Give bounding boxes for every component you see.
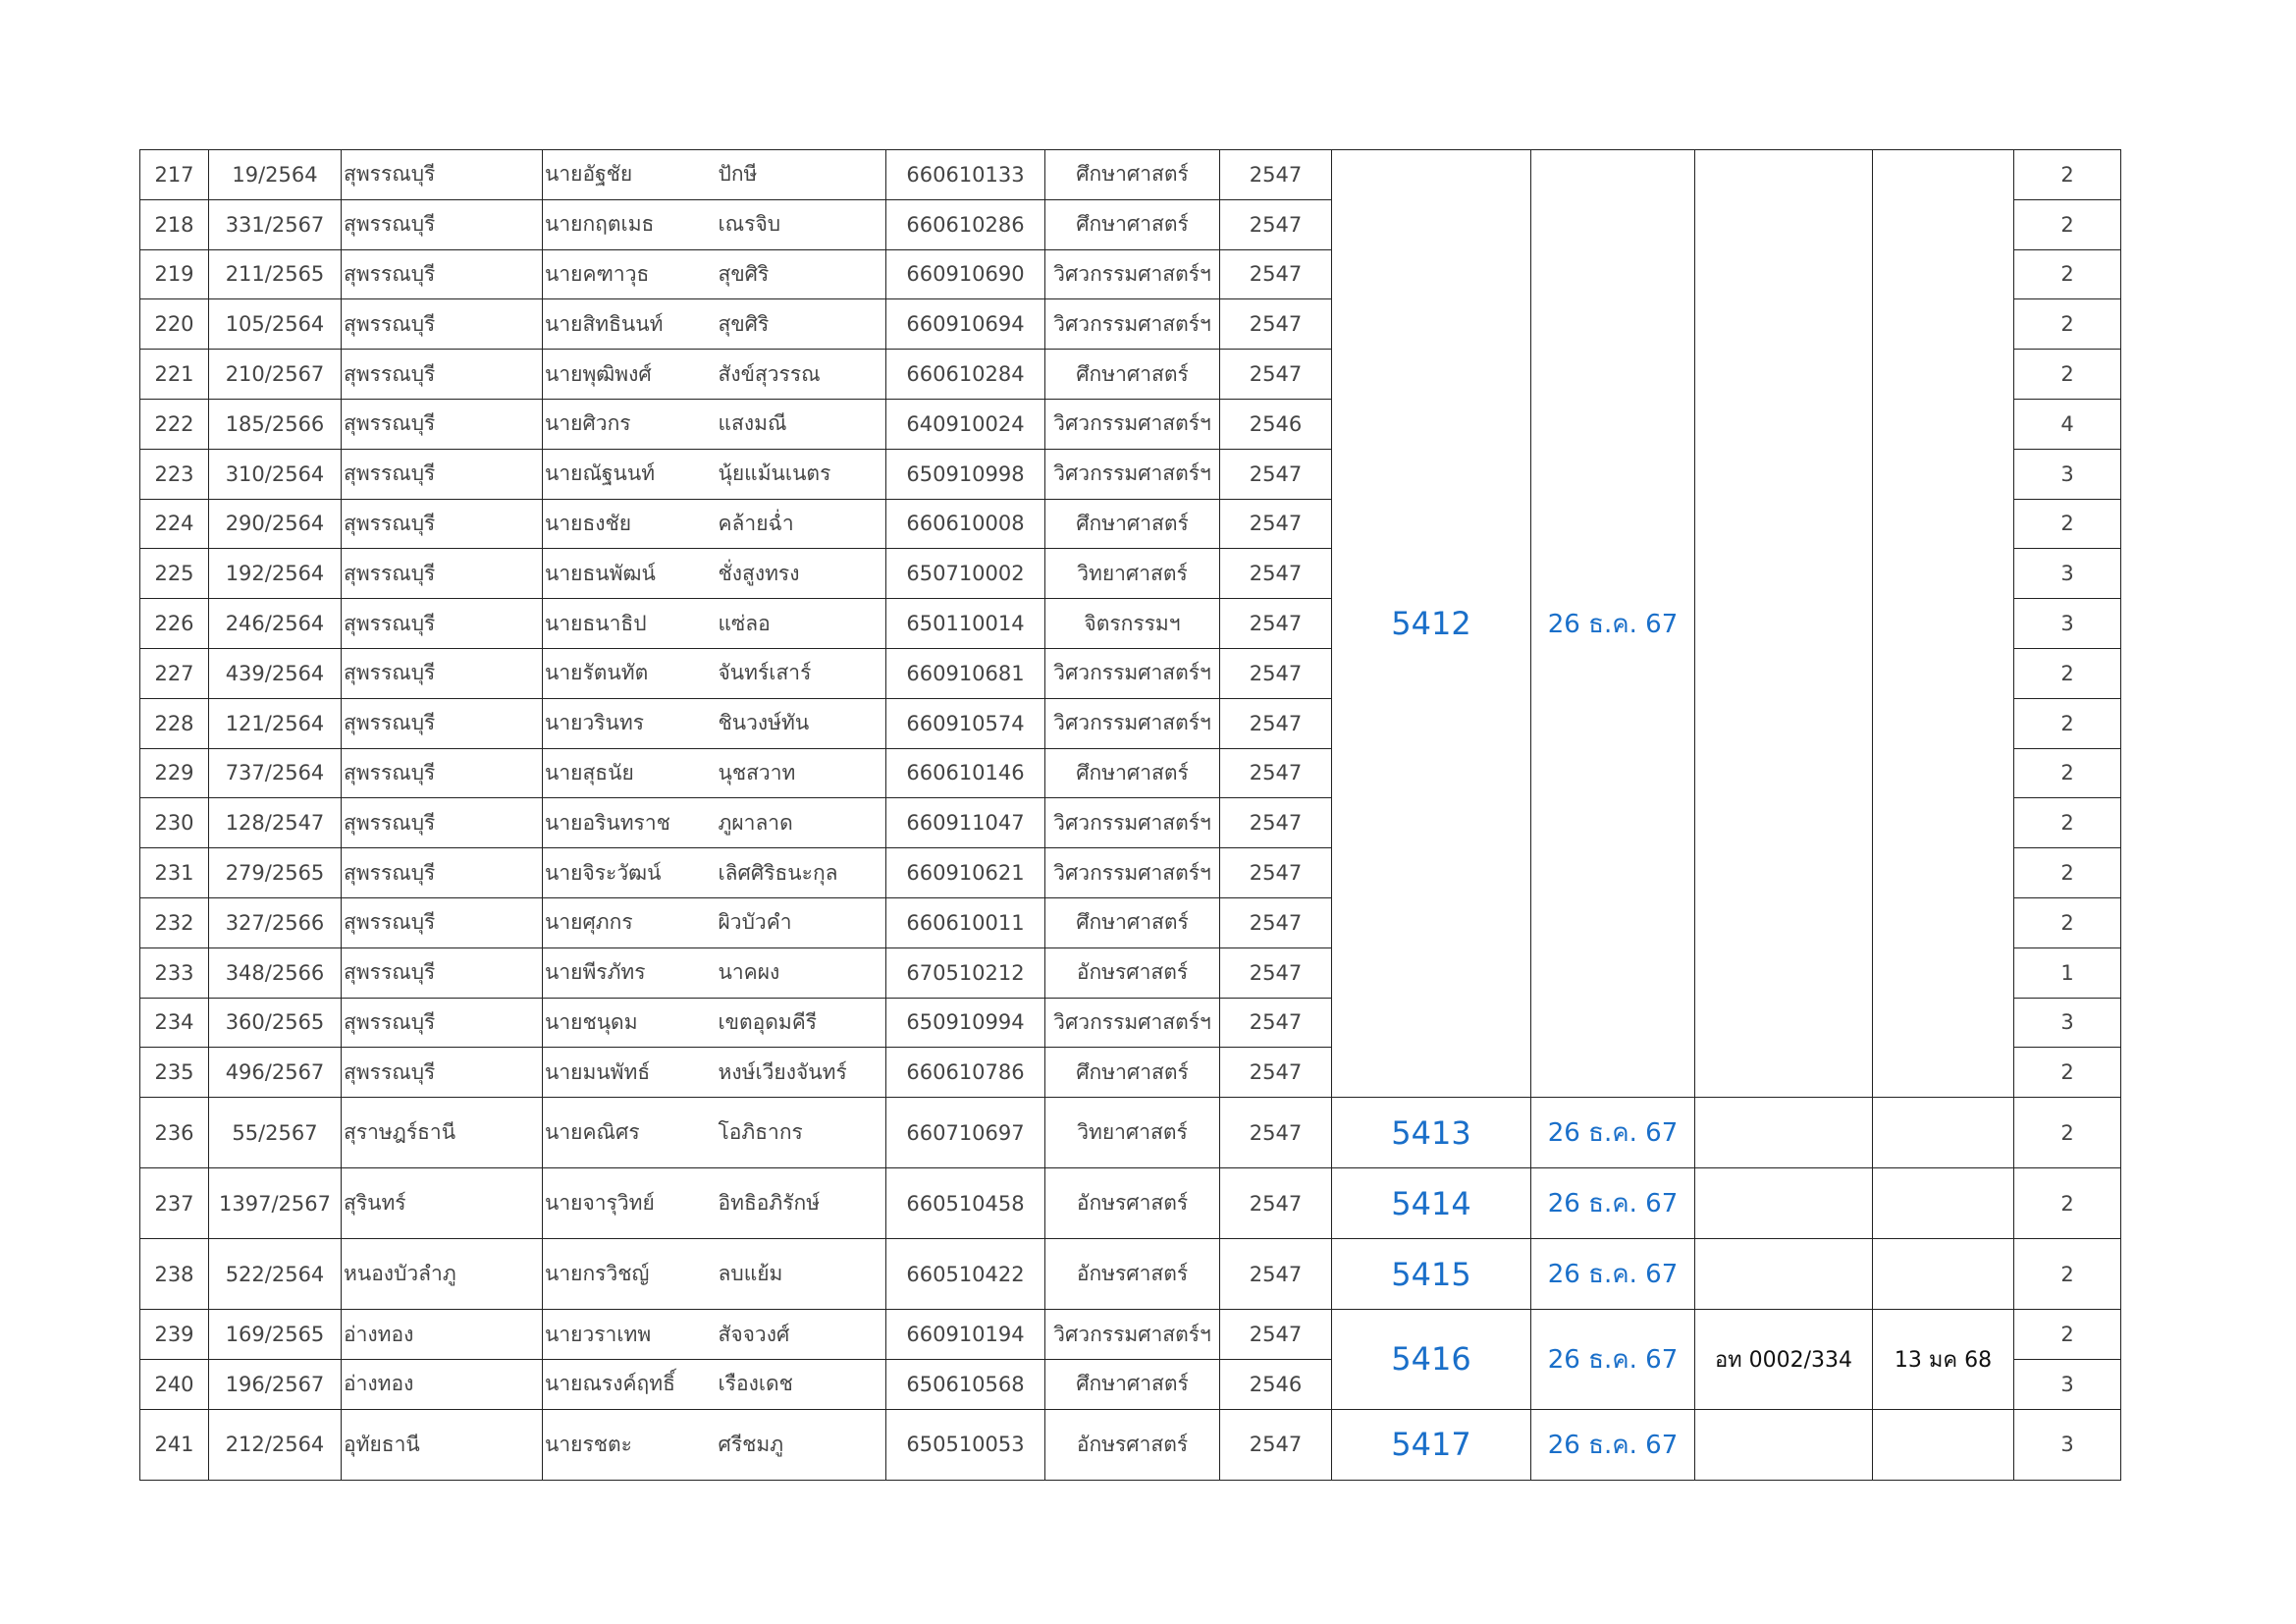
row-number-cell: 220 xyxy=(140,299,209,350)
faculty-cell: วิศวกรรมศาสตร์ฯ xyxy=(1045,698,1220,748)
order-code-cell: 5412 xyxy=(1332,150,1531,1098)
province-cell: สุพรรณบุรี xyxy=(342,648,543,698)
first-name-cell: นายกฤตเมธ xyxy=(543,199,715,249)
case-number-cell: 737/2564 xyxy=(209,748,342,798)
first-name-cell: นายวราเทพ xyxy=(543,1310,715,1360)
reference-number-cell xyxy=(1695,1409,1873,1480)
last-name-cell: นาคผง xyxy=(715,947,886,998)
case-number-cell: 121/2564 xyxy=(209,698,342,748)
case-number-cell: 192/2564 xyxy=(209,549,342,599)
province-cell: สุพรรณบุรี xyxy=(342,698,543,748)
last-name-cell: อิทธิอภิรักษ์ xyxy=(715,1168,886,1239)
row-number-cell: 229 xyxy=(140,748,209,798)
province-cell: สุพรรณบุรี xyxy=(342,150,543,200)
row-number-cell: 238 xyxy=(140,1239,209,1310)
row-number-cell: 234 xyxy=(140,998,209,1048)
last-name-cell: ชินวงษ์ทัน xyxy=(715,698,886,748)
case-number-cell: 439/2564 xyxy=(209,648,342,698)
count-cell: 3 xyxy=(2014,549,2121,599)
count-cell: 2 xyxy=(2014,150,2121,200)
province-cell: สุพรรณบุรี xyxy=(342,399,543,449)
birth-year-cell: 2547 xyxy=(1220,150,1332,200)
count-cell: 3 xyxy=(2014,449,2121,499)
row-number-cell: 218 xyxy=(140,199,209,249)
case-number-cell: 290/2564 xyxy=(209,499,342,549)
faculty-cell: ศึกษาศาสตร์ xyxy=(1045,748,1220,798)
student-id-cell: 660911047 xyxy=(886,798,1045,848)
count-cell: 2 xyxy=(2014,350,2121,400)
case-number-cell: 196/2567 xyxy=(209,1359,342,1409)
order-date-cell: 26 ธ.ค. 67 xyxy=(1531,150,1695,1098)
first-name-cell: นายสุธนัย xyxy=(543,748,715,798)
first-name-cell: นายศิวกร xyxy=(543,399,715,449)
province-cell: สุพรรณบุรี xyxy=(342,848,543,898)
province-cell: หนองบัวลำภู xyxy=(342,1239,543,1310)
reference-date-cell xyxy=(1873,150,2014,1098)
first-name-cell: นายรัตนทัต xyxy=(543,648,715,698)
student-id-cell: 660610284 xyxy=(886,350,1045,400)
reference-number-cell xyxy=(1695,1168,1873,1239)
province-cell: อ่างทอง xyxy=(342,1310,543,1360)
first-name-cell: นายมนพัทธ์ xyxy=(543,1048,715,1098)
count-cell: 2 xyxy=(2014,1168,2121,1239)
faculty-cell: ศึกษาศาสตร์ xyxy=(1045,350,1220,400)
province-cell: สุพรรณบุรี xyxy=(342,998,543,1048)
student-id-cell: 650510053 xyxy=(886,1409,1045,1480)
birth-year-cell: 2547 xyxy=(1220,499,1332,549)
birth-year-cell: 2547 xyxy=(1220,998,1332,1048)
first-name-cell: นายสิทธินนท์ xyxy=(543,299,715,350)
count-cell: 2 xyxy=(2014,1310,2121,1360)
case-number-cell: 331/2567 xyxy=(209,199,342,249)
birth-year-cell: 2547 xyxy=(1220,199,1332,249)
birth-year-cell: 2547 xyxy=(1220,648,1332,698)
province-cell: สุพรรณบุรี xyxy=(342,299,543,350)
count-cell: 3 xyxy=(2014,1359,2121,1409)
faculty-cell: วิศวกรรมศาสตร์ฯ xyxy=(1045,449,1220,499)
student-id-cell: 640910024 xyxy=(886,399,1045,449)
count-cell: 2 xyxy=(2014,648,2121,698)
first-name-cell: นายจารุวิทย์ xyxy=(543,1168,715,1239)
order-date-cell: 26 ธ.ค. 67 xyxy=(1531,1409,1695,1480)
last-name-cell: ผิวบัวคำ xyxy=(715,897,886,947)
faculty-cell: อักษรศาสตร์ xyxy=(1045,1239,1220,1310)
last-name-cell: โอภิธากร xyxy=(715,1098,886,1168)
first-name-cell: นายคณิศร xyxy=(543,1098,715,1168)
count-cell: 3 xyxy=(2014,998,2121,1048)
last-name-cell: แสงมณี xyxy=(715,399,886,449)
student-id-cell: 660910621 xyxy=(886,848,1045,898)
first-name-cell: นายจิระวัฒน์ xyxy=(543,848,715,898)
student-id-cell: 660610008 xyxy=(886,499,1045,549)
province-cell: อุทัยธานี xyxy=(342,1409,543,1480)
row-number-cell: 227 xyxy=(140,648,209,698)
faculty-cell: อักษรศาสตร์ xyxy=(1045,1168,1220,1239)
row-number-cell: 221 xyxy=(140,350,209,400)
case-number-cell: 279/2565 xyxy=(209,848,342,898)
order-date-cell: 26 ธ.ค. 67 xyxy=(1531,1098,1695,1168)
case-number-cell: 211/2565 xyxy=(209,249,342,299)
first-name-cell: นายณรงค์ฤทธิ์ xyxy=(543,1359,715,1409)
row-number-cell: 231 xyxy=(140,848,209,898)
birth-year-cell: 2547 xyxy=(1220,350,1332,400)
table-row xyxy=(140,1409,2121,1480)
reference-date-cell xyxy=(1873,1239,2014,1310)
first-name-cell: นายอรินทราช xyxy=(543,798,715,848)
case-number-cell: 360/2565 xyxy=(209,998,342,1048)
reference-date-cell xyxy=(1873,1409,2014,1480)
student-id-cell: 670510212 xyxy=(886,947,1045,998)
case-number-cell: 105/2564 xyxy=(209,299,342,350)
student-id-cell: 660610011 xyxy=(886,897,1045,947)
table-row xyxy=(140,1168,2121,1239)
faculty-cell: วิทยาศาสตร์ xyxy=(1045,549,1220,599)
student-id-cell: 660910690 xyxy=(886,249,1045,299)
order-code-cell: 5414 xyxy=(1332,1168,1531,1239)
count-cell: 1 xyxy=(2014,947,2121,998)
student-id-cell: 650710002 xyxy=(886,549,1045,599)
student-id-cell: 660510422 xyxy=(886,1239,1045,1310)
student-id-cell: 650910998 xyxy=(886,449,1045,499)
birth-year-cell: 2547 xyxy=(1220,1239,1332,1310)
case-number-cell: 169/2565 xyxy=(209,1310,342,1360)
count-cell: 2 xyxy=(2014,1239,2121,1310)
count-cell: 2 xyxy=(2014,848,2121,898)
last-name-cell: สังข์สุวรรณ xyxy=(715,350,886,400)
last-name-cell: เณรจิบ xyxy=(715,199,886,249)
faculty-cell: วิศวกรรมศาสตร์ฯ xyxy=(1045,249,1220,299)
case-number-cell: 210/2567 xyxy=(209,350,342,400)
province-cell: สุพรรณบุรี xyxy=(342,748,543,798)
first-name-cell: นายพีรภัทร xyxy=(543,947,715,998)
last-name-cell: แซ่ลอ xyxy=(715,599,886,649)
case-number-cell: 19/2564 xyxy=(209,150,342,200)
province-cell: สุพรรณบุรี xyxy=(342,599,543,649)
first-name-cell: นายกรวิชญ์ xyxy=(543,1239,715,1310)
faculty-cell: วิศวกรรมศาสตร์ฯ xyxy=(1045,1310,1220,1360)
student-id-cell: 660610133 xyxy=(886,150,1045,200)
count-cell: 4 xyxy=(2014,399,2121,449)
reference-number-cell xyxy=(1695,150,1873,1098)
province-cell: สุพรรณบุรี xyxy=(342,549,543,599)
birth-year-cell: 2547 xyxy=(1220,299,1332,350)
faculty-cell: ศึกษาศาสตร์ xyxy=(1045,150,1220,200)
faculty-cell: วิศวกรรมศาสตร์ฯ xyxy=(1045,299,1220,350)
count-cell: 3 xyxy=(2014,599,2121,649)
count-cell: 2 xyxy=(2014,748,2121,798)
first-name-cell: นายพุฒิพงศ์ xyxy=(543,350,715,400)
order-code-cell: 5415 xyxy=(1332,1239,1531,1310)
birth-year-cell: 2547 xyxy=(1220,1048,1332,1098)
birth-year-cell: 2546 xyxy=(1220,1359,1332,1409)
row-number-cell: 223 xyxy=(140,449,209,499)
row-number-cell: 225 xyxy=(140,549,209,599)
case-number-cell: 55/2567 xyxy=(209,1098,342,1168)
case-number-cell: 1397/2567 xyxy=(209,1168,342,1239)
birth-year-cell: 2547 xyxy=(1220,798,1332,848)
birth-year-cell: 2547 xyxy=(1220,848,1332,898)
count-cell: 2 xyxy=(2014,299,2121,350)
province-cell: สุพรรณบุรี xyxy=(342,249,543,299)
first-name-cell: นายอัฐชัย xyxy=(543,150,715,200)
student-id-cell: 660910694 xyxy=(886,299,1045,350)
row-number-cell: 222 xyxy=(140,399,209,449)
last-name-cell: ลบแย้ม xyxy=(715,1239,886,1310)
last-name-cell: หงษ์เวียงจันทร์ xyxy=(715,1048,886,1098)
order-date-cell: 26 ธ.ค. 67 xyxy=(1531,1310,1695,1410)
last-name-cell: สุขศิริ xyxy=(715,299,886,350)
table-row xyxy=(140,1098,2121,1168)
order-date-cell: 26 ธ.ค. 67 xyxy=(1531,1168,1695,1239)
case-number-cell: 310/2564 xyxy=(209,449,342,499)
birth-year-cell: 2547 xyxy=(1220,1409,1332,1480)
row-number-cell: 232 xyxy=(140,897,209,947)
row-number-cell: 239 xyxy=(140,1310,209,1360)
count-cell: 2 xyxy=(2014,897,2121,947)
faculty-cell: ศึกษาศาสตร์ xyxy=(1045,199,1220,249)
case-number-cell: 212/2564 xyxy=(209,1409,342,1480)
birth-year-cell: 2547 xyxy=(1220,449,1332,499)
last-name-cell: สัจจวงศ์ xyxy=(715,1310,886,1360)
row-number-cell: 230 xyxy=(140,798,209,848)
birth-year-cell: 2547 xyxy=(1220,249,1332,299)
student-id-cell: 650910994 xyxy=(886,998,1045,1048)
row-number-cell: 235 xyxy=(140,1048,209,1098)
faculty-cell: วิศวกรรมศาสตร์ฯ xyxy=(1045,648,1220,698)
first-name-cell: นายรชตะ xyxy=(543,1409,715,1480)
count-cell: 2 xyxy=(2014,798,2121,848)
case-number-cell: 522/2564 xyxy=(209,1239,342,1310)
birth-year-cell: 2547 xyxy=(1220,1310,1332,1360)
order-date-cell: 26 ธ.ค. 67 xyxy=(1531,1239,1695,1310)
reference-date-cell xyxy=(1873,1168,2014,1239)
row-number-cell: 240 xyxy=(140,1359,209,1409)
last-name-cell: เลิศศิริธนะกุล xyxy=(715,848,886,898)
last-name-cell: ปักษี xyxy=(715,150,886,200)
row-number-cell: 233 xyxy=(140,947,209,998)
row-number-cell: 236 xyxy=(140,1098,209,1168)
last-name-cell: สุขศิริ xyxy=(715,249,886,299)
reference-number-cell xyxy=(1695,1098,1873,1168)
records-table xyxy=(139,149,2121,1481)
faculty-cell: วิศวกรรมศาสตร์ฯ xyxy=(1045,399,1220,449)
last-name-cell: ชั่งสูงทรง xyxy=(715,549,886,599)
faculty-cell: อักษรศาสตร์ xyxy=(1045,1409,1220,1480)
faculty-cell: วิศวกรรมศาสตร์ฯ xyxy=(1045,998,1220,1048)
order-code-cell: 5416 xyxy=(1332,1310,1531,1410)
case-number-cell: 327/2566 xyxy=(209,897,342,947)
birth-year-cell: 2547 xyxy=(1220,947,1332,998)
first-name-cell: นายธงชัย xyxy=(543,499,715,549)
province-cell: สุพรรณบุรี xyxy=(342,199,543,249)
student-id-cell: 660910194 xyxy=(886,1310,1045,1360)
province-cell: สุพรรณบุรี xyxy=(342,1048,543,1098)
birth-year-cell: 2547 xyxy=(1220,549,1332,599)
student-id-cell: 660510458 xyxy=(886,1168,1045,1239)
first-name-cell: นายศุภกร xyxy=(543,897,715,947)
student-id-cell: 660910574 xyxy=(886,698,1045,748)
last-name-cell: นุ้ยแม้นเนตร xyxy=(715,449,886,499)
count-cell: 3 xyxy=(2014,1409,2121,1480)
faculty-cell: ศึกษาศาสตร์ xyxy=(1045,1359,1220,1409)
row-number-cell: 241 xyxy=(140,1409,209,1480)
order-code-cell: 5413 xyxy=(1332,1098,1531,1168)
birth-year-cell: 2547 xyxy=(1220,599,1332,649)
case-number-cell: 246/2564 xyxy=(209,599,342,649)
last-name-cell: จันทร์เสาร์ xyxy=(715,648,886,698)
faculty-cell: จิตรกรรมฯ xyxy=(1045,599,1220,649)
row-number-cell: 217 xyxy=(140,150,209,200)
last-name-cell: เขตอุดมคีรี xyxy=(715,998,886,1048)
province-cell: สุราษฎร์ธานี xyxy=(342,1098,543,1168)
birth-year-cell: 2546 xyxy=(1220,399,1332,449)
table-row xyxy=(140,1310,2121,1360)
first-name-cell: นายณัฐนนท์ xyxy=(543,449,715,499)
count-cell: 2 xyxy=(2014,1048,2121,1098)
faculty-cell: ศึกษาศาสตร์ xyxy=(1045,897,1220,947)
count-cell: 2 xyxy=(2014,249,2121,299)
birth-year-cell: 2547 xyxy=(1220,1168,1332,1239)
last-name-cell: ภูผาลาด xyxy=(715,798,886,848)
row-number-cell: 237 xyxy=(140,1168,209,1239)
row-number-cell: 228 xyxy=(140,698,209,748)
case-number-cell: 496/2567 xyxy=(209,1048,342,1098)
province-cell: สุพรรณบุรี xyxy=(342,350,543,400)
case-number-cell: 128/2547 xyxy=(209,798,342,848)
order-code-cell: 5417 xyxy=(1332,1409,1531,1480)
province-cell: สุพรรณบุรี xyxy=(342,947,543,998)
first-name-cell: นายธนพัฒน์ xyxy=(543,549,715,599)
first-name-cell: นายวรินทร xyxy=(543,698,715,748)
birth-year-cell: 2547 xyxy=(1220,1098,1332,1168)
reference-number-cell xyxy=(1695,1239,1873,1310)
faculty-cell: วิศวกรรมศาสตร์ฯ xyxy=(1045,798,1220,848)
count-cell: 2 xyxy=(2014,499,2121,549)
last-name-cell: ศรีชมภู xyxy=(715,1409,886,1480)
last-name-cell: นุชสวาท xyxy=(715,748,886,798)
student-id-cell: 650110014 xyxy=(886,599,1045,649)
first-name-cell: นายธนาธิป xyxy=(543,599,715,649)
last-name-cell: คล้ายฉ่ำ xyxy=(715,499,886,549)
first-name-cell: นายคฑาวุธ xyxy=(543,249,715,299)
faculty-cell: วิทยาศาสตร์ xyxy=(1045,1098,1220,1168)
case-number-cell: 348/2566 xyxy=(209,947,342,998)
province-cell: สุรินทร์ xyxy=(342,1168,543,1239)
birth-year-cell: 2547 xyxy=(1220,748,1332,798)
row-number-cell: 226 xyxy=(140,599,209,649)
birth-year-cell: 2547 xyxy=(1220,698,1332,748)
count-cell: 2 xyxy=(2014,199,2121,249)
row-number-cell: 219 xyxy=(140,249,209,299)
reference-date-cell: 13 มค 68 xyxy=(1873,1310,2014,1410)
faculty-cell: ศึกษาศาสตร์ xyxy=(1045,1048,1220,1098)
reference-date-cell xyxy=(1873,1098,2014,1168)
province-cell: สุพรรณบุรี xyxy=(342,798,543,848)
last-name-cell: เรืองเดช xyxy=(715,1359,886,1409)
count-cell: 2 xyxy=(2014,698,2121,748)
case-number-cell: 185/2566 xyxy=(209,399,342,449)
faculty-cell: ศึกษาศาสตร์ xyxy=(1045,499,1220,549)
reference-number-cell: อท 0002/334 xyxy=(1695,1310,1873,1410)
table-row xyxy=(140,150,2121,200)
table-row xyxy=(140,1239,2121,1310)
row-number-cell: 224 xyxy=(140,499,209,549)
student-id-cell: 660610146 xyxy=(886,748,1045,798)
faculty-cell: วิศวกรรมศาสตร์ฯ xyxy=(1045,848,1220,898)
province-cell: สุพรรณบุรี xyxy=(342,897,543,947)
province-cell: สุพรรณบุรี xyxy=(342,449,543,499)
count-cell: 2 xyxy=(2014,1098,2121,1168)
faculty-cell: อักษรศาสตร์ xyxy=(1045,947,1220,998)
first-name-cell: นายชนุดม xyxy=(543,998,715,1048)
student-id-cell: 660910681 xyxy=(886,648,1045,698)
student-id-cell: 660610286 xyxy=(886,199,1045,249)
province-cell: สุพรรณบุรี xyxy=(342,499,543,549)
student-id-cell: 660610786 xyxy=(886,1048,1045,1098)
student-id-cell: 660710697 xyxy=(886,1098,1045,1168)
birth-year-cell: 2547 xyxy=(1220,897,1332,947)
province-cell: อ่างทอง xyxy=(342,1359,543,1409)
student-id-cell: 650610568 xyxy=(886,1359,1045,1409)
